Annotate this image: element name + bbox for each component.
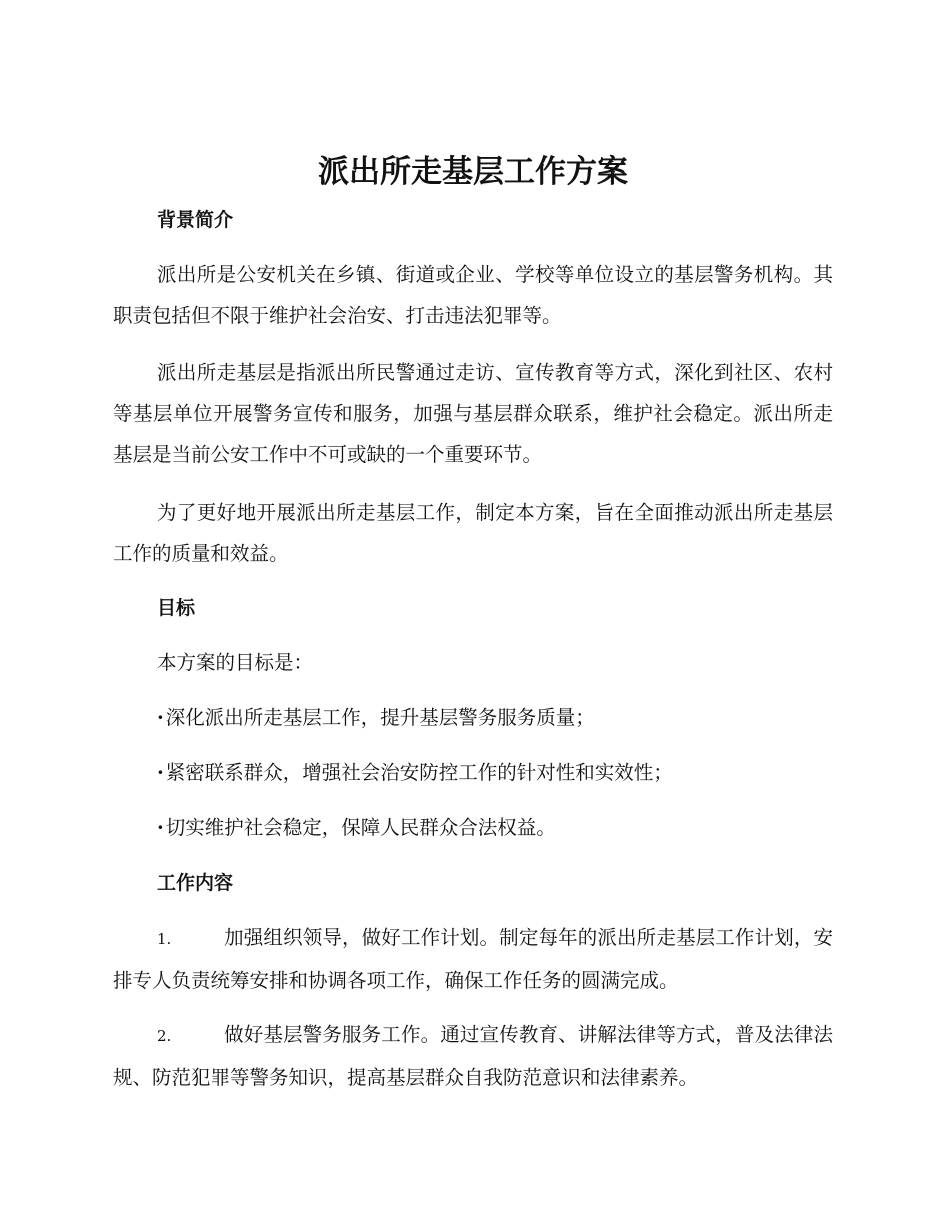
work-item-text: 做好基层警务服务工作。通过宣传教育、讲解法律等方式，普及法律法规、防范犯罪等警务知识，提高基层群众自我防范意识和法律素养。	[113, 1023, 833, 1089]
goals-intro: 本方案的目标是：	[157, 651, 314, 674]
bullet-dot-icon: ·	[157, 816, 164, 839]
goal-bullet-text: 紧密联系群众，增强社会治安防控工作的针对性和实效性；	[165, 761, 673, 784]
document-title: 派出所走基层工作方案	[318, 154, 628, 190]
background-paragraph-2: 派出所走基层是指派出所民警通过走访、宣传教育等方式，深化到社区、农村等基层单位开展警务宣传和服务，加强与基层群众联系，维护社会稳定。派出所走基层是当前公安工作中不可或缺的一个重要环节。	[113, 361, 833, 466]
background-paragraph-1: 派出所是公安机关在乡镇、街道或企业、学校等单位设立的基层警务机构。其职责包括但不限于维护社会治安、打击违法犯罪等。	[113, 263, 833, 327]
work-item-text: 加强组织领导，做好工作计划。制定每年的派出所走基层工作计划，安排专人负责统筹安排和协调各项工作，确保工作任务的圆满完成。	[113, 926, 833, 992]
work-item	[113, 917, 833, 1001]
section-heading-background: 背景简介	[157, 209, 234, 231]
goal-bullet-item	[157, 697, 595, 738]
goal-bullet-item	[157, 752, 673, 793]
bullet-dot-icon: ·	[157, 761, 164, 784]
work-item-number: 1.	[157, 930, 172, 948]
section-heading-goals: 目标	[157, 597, 196, 619]
background-paragraph-3: 为了更好地开展派出所走基层工作，制定本方案，旨在全面推动派出所走基层工作的质量和效益。	[113, 501, 833, 565]
goal-bullet-text: 深化派出所走基层工作，提升基层警务服务质量；	[165, 706, 595, 729]
section-heading-work: 工作内容	[157, 872, 234, 894]
goal-bullet-text: 切实维护社会稳定，保障人民群众合法权益。	[165, 816, 556, 839]
work-item	[113, 1014, 833, 1098]
bullet-dot-icon: ·	[157, 706, 164, 729]
work-item-number: 2.	[157, 1027, 172, 1045]
goal-bullet-item	[157, 807, 556, 848]
